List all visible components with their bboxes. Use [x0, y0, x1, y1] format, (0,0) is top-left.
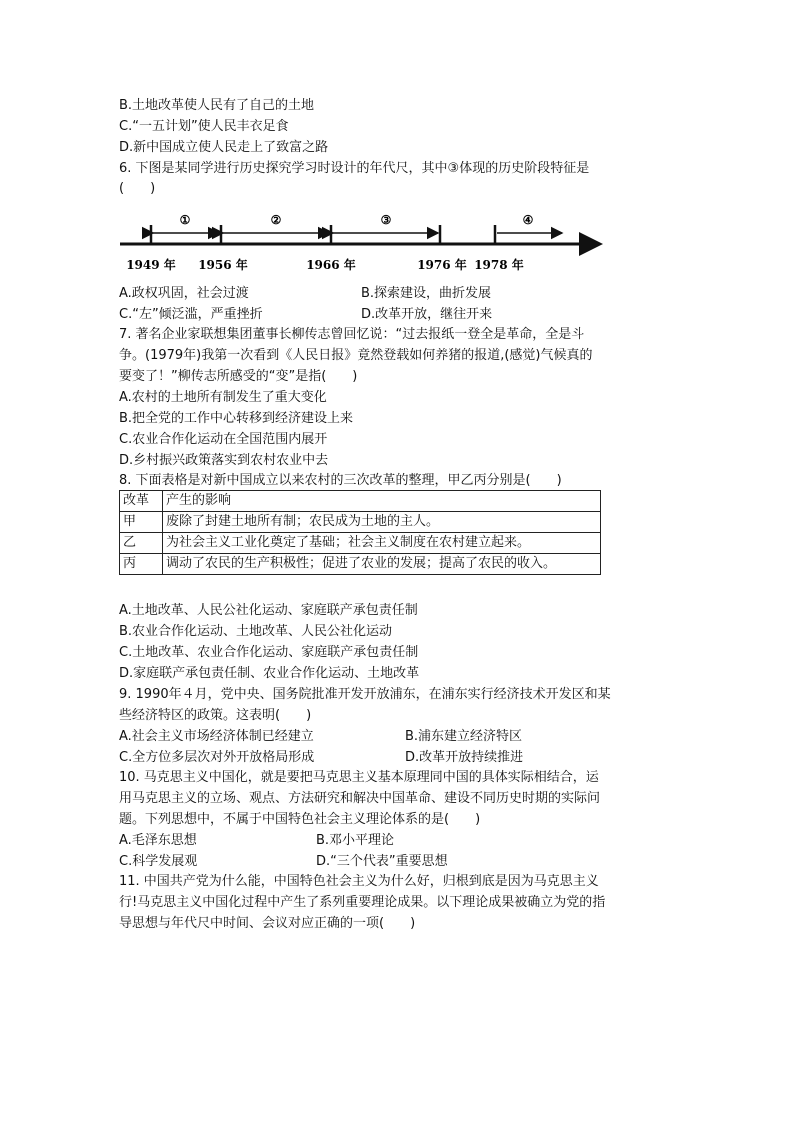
- question-11-stem-2: 行!马克思主义中国化过程中产生了系列重要理论成果。以下理论成果被确立为党的指: [119, 895, 606, 910]
- q6-option-c: C.“左”倾泛滥，严重挫折: [119, 307, 263, 322]
- table-cell-impact: 为社会主义工业化奠定了基础；社会主义制度在农村建立起来。: [163, 533, 601, 554]
- table-row: [120, 533, 601, 554]
- q6-option-b: B.探索建设，曲折发展: [361, 286, 492, 301]
- q6-option-d: D.改革开放，继往开来: [361, 307, 493, 322]
- timeline-marker-3: ③: [380, 213, 392, 227]
- question-10-stem-3: 题。下列思想中，不属于中国特色社会主义理论体系的是( ): [119, 812, 481, 827]
- q7-option-b: B.把全党的工作中心转移到经济建设上来: [119, 411, 354, 426]
- table-cell-impact: 废除了封建土地所有制；农民成为土地的主人。: [163, 512, 601, 533]
- question-10-stem-1: 10. 马克思主义中国化，就是要把马克思主义基本原理同中国的具体实际相结合，运: [119, 770, 599, 785]
- timeline-marker-1: ①: [179, 213, 191, 227]
- q8-option-a: A.土地改革、人民公社化运动、家庭联产承包责任制: [119, 603, 418, 618]
- q8-option-b: B.农业合作化运动、土地改革、人民公社化运动: [119, 624, 393, 639]
- q9-option-a: A.社会主义市场经济体制已经建立: [119, 729, 314, 744]
- question-6-bracket: ( ): [119, 181, 156, 196]
- q9-option-b: B.浦东建立经济特区: [405, 729, 523, 744]
- question-6-stem: 6. 下图是某同学进行历史探究学习时设计的年代尺，其中③体现的历史阶段特征是: [119, 161, 590, 176]
- timeline-year-1966: 1966 年: [306, 258, 356, 272]
- q7-option-d: D.乡村振兴政策落实到农村农业中去: [119, 453, 329, 468]
- timeline-marker-4: ④: [522, 213, 534, 227]
- q9-option-d: D.改革开放持续推进: [405, 750, 524, 765]
- timeline-year-1956: 1956 年: [198, 258, 248, 272]
- q7-option-c: C.农业合作化运动在全国范围内展开: [119, 432, 328, 447]
- question-11-stem-1: 11. 中国共产党为什么能，中国特色社会主义为什么好，归根到底是因为马克思主义: [119, 874, 599, 889]
- table-header-impact: 产生的影响: [163, 491, 601, 512]
- timeline-year-1978: 1978 年: [474, 258, 524, 272]
- question-7-stem-2: 争。(1979年)我第一次看到《人民日报》竟然登载如何养猪的报道,(感觉)气候真的: [119, 348, 593, 363]
- q10-option-c: C.科学发展观: [119, 854, 198, 869]
- option-line-c: C.“一五计划”使人民丰衣足食: [119, 119, 289, 134]
- table-cell-key: 甲: [120, 512, 163, 533]
- option-line-d: D.新中国成立使人民走上了致富之路: [119, 140, 329, 155]
- q10-option-d: D.“三个代表”重要思想: [316, 854, 448, 869]
- q8-option-d: D.家庭联产承包责任制、农业合作化运动、土地改革: [119, 666, 420, 681]
- question-10-stem-2: 用马克思主义的立场、观点、方法研究和解决中国革命、建设不同历史时期的实际问: [119, 791, 601, 806]
- question-9-stem-1: 9. 1990年４月，党中央、国务院批准开发开放浦东，在浦东实行经济技术开发区和某: [119, 687, 611, 702]
- q9-option-c: C.全方位多层次对外开放格局形成: [119, 750, 315, 765]
- question-7-stem-3: 要变了！”柳传志所感受的“变”是指( ): [119, 369, 358, 384]
- q7-option-a: A.农村的土地所有制发生了重大变化: [119, 390, 327, 405]
- question-7-stem-1: 7. 著名企业家联想集团董事长柳传志曾回忆说：“过去报纸一登全是革命，全是斗: [119, 327, 585, 342]
- question-8-stem: 8. 下面表格是对新中国成立以来农村的三次改革的整理，甲乙丙分别是( ): [119, 473, 562, 488]
- q10-option-b: B.邓小平理论: [316, 833, 395, 848]
- question-9-stem-2: 些经济特区的政策。这表明( ): [119, 708, 312, 723]
- table-cell-impact: 调动了农民的生产积极性；促进了农业的发展；提高了农民的收入。: [163, 554, 601, 575]
- reform-table: [119, 490, 601, 575]
- table-row: [120, 554, 601, 575]
- timeline-marker-2: ②: [270, 213, 282, 227]
- table-cell-key: 丙: [120, 554, 163, 575]
- timeline-ruler: [118, 198, 608, 278]
- option-line-b: B.土地改革使人民有了自己的土地: [119, 98, 315, 113]
- table-cell-key: 乙: [120, 533, 163, 554]
- timeline-year-1976: 1976 年: [417, 258, 467, 272]
- table-header-row: [120, 491, 601, 512]
- table-row: [120, 512, 601, 533]
- q6-option-a: A.政权巩固，社会过渡: [119, 286, 249, 301]
- question-11-stem-3: 导思想与年代尺中时间、会议对应正确的一项( ): [119, 916, 416, 931]
- q10-option-a: A.毛泽东思想: [119, 833, 197, 848]
- timeline-year-1949: 1949 年: [126, 258, 176, 272]
- q8-option-c: C.土地改革、农业合作化运动、家庭联产承包责任制: [119, 645, 419, 660]
- table-header-reform: 改革: [120, 491, 163, 512]
